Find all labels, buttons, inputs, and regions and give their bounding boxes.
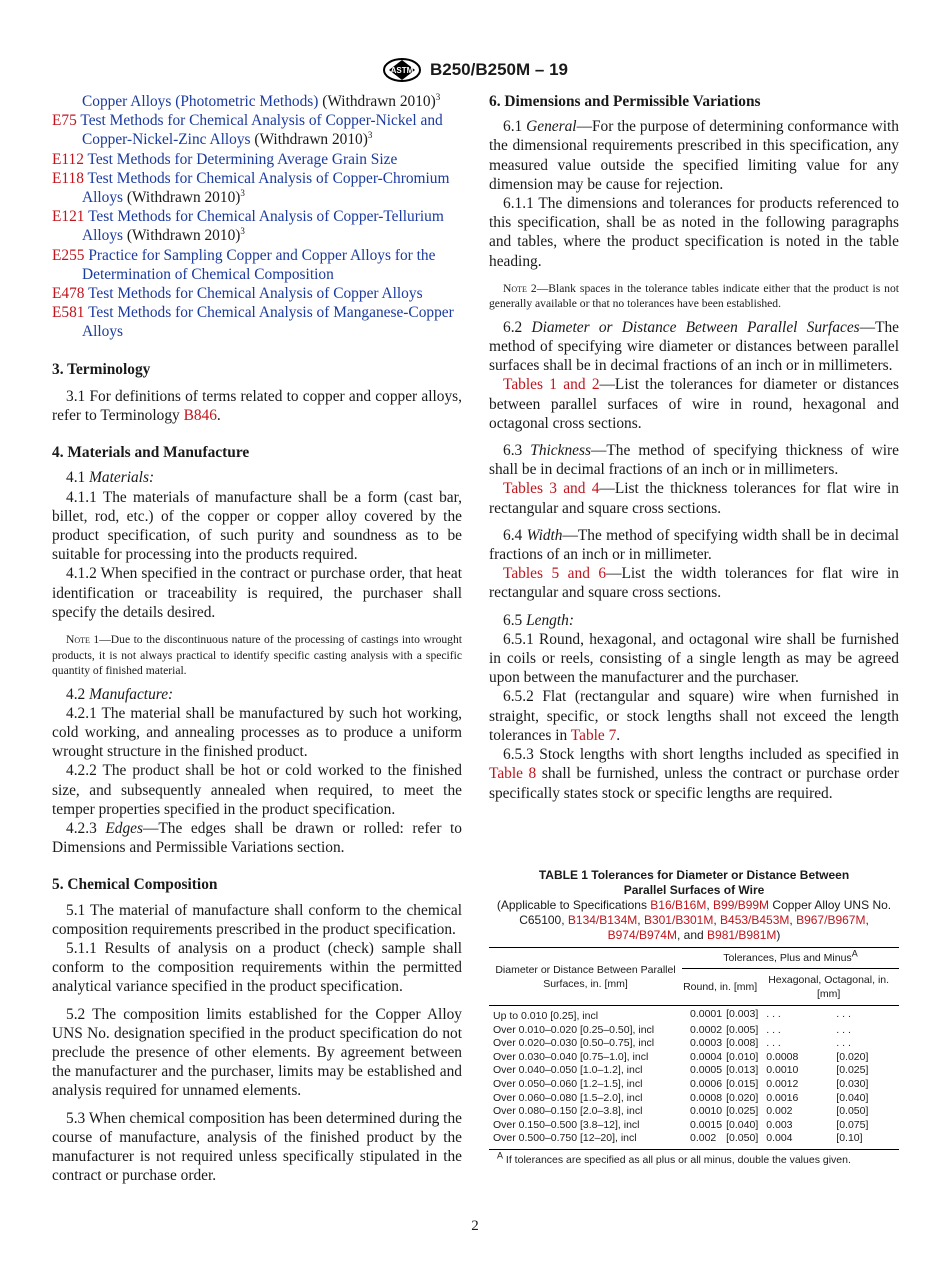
cell-round: 0.0015 <box>690 1118 723 1131</box>
ref-item-e75: E75 Test Methods for Chemical Analysis of Copper-Nickel and Copper-Nickel-Zinc Alloys (Withdrawn 2010)$^3$ <box>52 112 443 149</box>
link-b967[interactable]: B967/B967M <box>796 913 866 927</box>
link-tables-1-2[interactable]: Tables 1 and 2 <box>503 376 600 394</box>
cell-hex: . . . <box>766 1037 781 1050</box>
cell-round: 0.0010 <box>690 1105 723 1118</box>
paragraph-5-3: 5.3 When chemical composition has been determined during the course of manufacture, analysis of the finished product by the manufacturer is not required unless specifically stipulated in the contract or purchase order. <box>52 1109 462 1185</box>
cell-range: Over 0.030–0.040 [0.75–1.0], incl <box>493 1050 649 1063</box>
cell-hex-mm: [0.075] <box>836 1118 869 1131</box>
paragraph-4-1: 4.1 Materials: <box>66 469 155 487</box>
paragraph-4-1-2: 4.1.2 When specified in the contract or purchase order, that heat identification or traceability is required, the purchaser shall specify the details desired. <box>52 565 462 621</box>
astm-logo-icon <box>382 57 422 83</box>
table-row <box>489 1051 899 1065</box>
paragraph-6-4-tables: Tables 5 and 6—List the width tolerances for flat wire in rectangular and square cross sections. <box>489 565 900 602</box>
ref-link[interactable]: Test Methods for Chemical Analysis of Copper-Tellurium Alloys <box>82 208 444 245</box>
ref-code-link[interactable]: E581 <box>52 304 85 322</box>
ref-item-e118: E118 Test Methods for Chemical Analysis of Copper-Chromium Alloys (Withdrawn 2010)$^3$ <box>52 169 450 207</box>
ref-item-e581 <box>52 303 462 341</box>
cell-range: Over 0.050–0.060 [1.2–1.5], incl <box>493 1077 643 1090</box>
ref-code-link[interactable]: E255 <box>52 246 85 264</box>
link-table-8[interactable]: Table 8 <box>489 765 537 783</box>
ref-code-link[interactable]: E121 <box>52 208 85 226</box>
section-heading-dimensions: 6. Dimensions and Permissible Variations <box>489 93 761 110</box>
ref-code-link[interactable]: E112 <box>52 150 84 168</box>
cell-hex-mm: [0.030] <box>836 1077 869 1090</box>
link-b99[interactable]: B99/B99M <box>713 898 770 912</box>
header-round: Round, in. [mm] <box>682 969 758 1006</box>
cell-range: Over 0.020–0.030 [0.50–0.75], incl <box>493 1037 655 1050</box>
link-table-7[interactable]: Table 7 <box>570 726 617 744</box>
cell-round: 0.0004 <box>690 1050 723 1063</box>
paragraph-4-2: 4.2 Manufacture: <box>66 685 174 703</box>
link-b981[interactable]: B981/B981M <box>707 928 777 942</box>
link-b453[interactable]: B453/B453M <box>720 913 790 927</box>
cell-range: Over 0.060–0.080 [1.5–2.0], incl <box>493 1091 643 1104</box>
ref-code-link[interactable]: E75 <box>52 112 77 130</box>
link-b974[interactable]: B974/B974M <box>607 928 677 942</box>
ref-item-continued: Copper Alloys (Photometric Methods) (Withdrawn 2010)$^3$ <box>82 91 441 110</box>
table-row <box>489 1092 899 1106</box>
paragraph-6-2-tables: Tables 1 and 2—List the tolerances for diameter or distances between parallel surfaces of wire in round, hexagonal and octagonal cross sections. <box>489 376 899 432</box>
link-tables-5-6[interactable]: Tables 5 and 6 <box>503 565 607 583</box>
cell-round: 0.0003 <box>690 1037 723 1050</box>
cell-hex: . . . <box>766 1023 781 1036</box>
cell-hex-mm: . . . <box>836 1037 851 1050</box>
cell-round: 0.0002 <box>690 1023 723 1036</box>
paragraph-4-1-1: 4.1.1 The materials of manufacture shall be a form (cast bar, billet, rod, etc.) of the copper or copper alloy covered by the product specification, of such purity and soundness as to be suitable for processing into the products required. <box>52 488 462 564</box>
table-caption: TABLE 1 Tolerances for Diameter or Distance Between Parallel Surfaces of Wire <box>538 868 850 897</box>
section-heading-terminology: 3. Terminology <box>52 360 151 378</box>
section-heading-materials: 4. Materials and Manufacture <box>52 444 250 462</box>
paragraph-6-5-2: 6.5.2 Flat (rectangular and square) wire when furnished in straight, specific, or stock lengths shall not exceed the length tolerances in Table 7. <box>489 688 899 744</box>
cell-round-mm: [0.008] <box>726 1037 759 1050</box>
table-row <box>489 1105 899 1119</box>
ref-item-e121: E121 Test Methods for Chemical Analysis of Copper-Tellurium Alloys (Withdrawn 2010)$^3$ <box>52 208 444 245</box>
ref-code-link[interactable]: E118 <box>52 169 84 187</box>
paragraph-6-2: 6.2 Diameter or Distance Between Parallel Surfaces—The method of specifying wire diameter or distances between parallel surfaces shall be in decimal fractions of an inch or in millimeters. <box>489 318 899 375</box>
link-tables-3-4[interactable]: Tables 3 and 4 <box>503 480 600 498</box>
section-heading-chemical: 5. Chemical Composition <box>52 876 218 894</box>
cell-hex-mm: [0.025] <box>836 1064 869 1077</box>
paragraph-5-1: 5.1 The material of manufacture shall conform to the chemical composition requirements prescribed in the product specification. <box>52 901 462 938</box>
cell-round-mm: [0.050] <box>722 1132 758 1149</box>
table-footnote: $^A$ If tolerances are specified as all plus or all minus, double the values given. <box>497 1150 851 1166</box>
cell-hex-mm: . . . <box>836 1008 851 1020</box>
paragraph-6-3-tables: Tables 3 and 4—List the thickness tolerances for flat wire in rectangular and square cross sections. <box>489 480 899 517</box>
paragraph-5-2: 5.2 The composition limits established for the Copper Alloy UNS No. designation specified in the product specification do not preclude the presence of other elements. By agreement between the manufacturer and the purchaser, limits may be established and analysis required for unnamed elements. <box>52 1005 462 1100</box>
table-body <box>489 1006 899 1150</box>
ref-item-e112 <box>52 150 462 169</box>
table-row <box>489 1132 899 1149</box>
paragraph-6-1: 6.1 General—For the purpose of determining conformance with the dimensional requirements prescribed in this specification, any measured value outside the specified limiting value for any dimension may be cause for rejection. <box>489 118 900 193</box>
cell-round: 0.0006 <box>690 1077 723 1090</box>
paragraph-6-5-3: 6.5.3 Stock lengths with short lengths included as specified in Table 8 shall be furnished, unless the contract or purchase order specifically states stock or specific lengths are required. <box>489 746 899 802</box>
page-header <box>0 57 950 83</box>
standard-code: B250/B250M – 19 <box>430 60 568 79</box>
cell-hex-mm: [0.050] <box>836 1105 869 1118</box>
ref-link[interactable]: Test Methods for Determining Average Grain Size <box>87 150 398 168</box>
paragraph-4-2-2: 4.2.2 The product shall be hot or cold worked to the finished size, and subsequently annealed when required, to meet the temper properties specified in the product specification. <box>52 762 462 818</box>
cell-hex: 0.0016 <box>766 1091 799 1104</box>
cell-round-mm: [0.020] <box>726 1091 759 1104</box>
link-b16[interactable]: B16/B16M <box>650 898 707 912</box>
cell-round: 0.002 <box>682 1132 722 1149</box>
table-row <box>489 1078 899 1092</box>
header-range: Diameter or Distance Between Parallel Surfaces, in. [mm] <box>489 948 682 1006</box>
cell-round-mm: [0.005] <box>726 1023 759 1036</box>
cell-hex: 0.0008 <box>766 1050 799 1063</box>
cell-round: 0.0001 <box>690 1008 723 1020</box>
cell-range: Over 0.080–0.150 [2.0–3.8], incl <box>493 1105 643 1118</box>
cell-hex: 0.0012 <box>766 1077 799 1090</box>
tolerance-table <box>489 947 899 1150</box>
cell-round: 0.0005 <box>690 1064 723 1077</box>
paragraph-5-1-1: 5.1.1 Results of analysis on a product (check) sample shall conform to the composition requirements within the permitted analytical variance specified in the product specification. <box>52 940 462 996</box>
ref-link[interactable]: Copper Alloys (Photometric Methods) <box>82 93 319 110</box>
table-row <box>489 1024 899 1038</box>
cell-hex: 0.004 <box>758 1132 832 1149</box>
paragraph-6-1-1: 6.1.1 The dimensions and tolerances for products referenced to this specification, shall be as noted in the following paragraphs and tables, where the product specification is noted in the table heading. <box>489 195 899 270</box>
paragraph-3-1: 3.1 For definitions of terms related to copper and copper alloys, refer to Terminology B846. <box>52 387 462 425</box>
ref-link[interactable]: Test Methods for Chemical Analysis of Copper Alloys <box>88 285 423 303</box>
table-row <box>489 1006 899 1024</box>
cell-hex: . . . <box>766 1008 781 1020</box>
ref-code-link[interactable]: E478 <box>52 285 85 303</box>
header-hex: Hexagonal, Octagonal, in. [mm] <box>758 969 899 1006</box>
ref-link[interactable]: Test Methods for Chemical Analysis of Copper-Nickel and Copper-Nickel-Zinc Alloys <box>80 112 443 149</box>
left-column <box>52 92 462 1185</box>
cell-hex-mm: [0.10] <box>832 1132 899 1149</box>
cell-hex-mm: [0.020] <box>836 1050 869 1063</box>
cell-round-mm: [0.010] <box>726 1050 759 1063</box>
cell-hex: 0.002 <box>766 1105 793 1118</box>
table-applicability: (Applicable to Specifications B16/B16M, B99/B99M Copper Alloy UNS No. C65100, B134/B134M, B301/B301M, B453/B453M, B967/B967M, B974/B974M, and B981/B981M) <box>496 898 892 942</box>
paragraph-6-5: 6.5 Length: <box>503 611 574 629</box>
cell-hex-mm: [0.040] <box>836 1091 869 1104</box>
link-b301[interactable]: B301/B301M <box>643 913 714 927</box>
paragraph-6-5-1: 6.5.1 Round, hexagonal, and octagonal wire shall be furnished in coils or reels, consisting of a single length as may be agreed upon between the manufacturer and the purchaser. <box>489 630 899 687</box>
ref-link[interactable]: Test Methods for Chemical Analysis of Copper-Chromium Alloys <box>82 169 450 207</box>
link-b846[interactable]: B846 <box>183 407 217 425</box>
paragraph-4-2-3: 4.2.3 Edges—The edges shall be drawn or rolled: refer to Dimensions and Permissible Variations section. <box>52 820 462 857</box>
cell-range: Over 0.150–0.500 [3.8–12], incl <box>493 1118 640 1131</box>
cell-hex-mm: . . . <box>836 1023 851 1036</box>
table-row <box>489 1119 899 1133</box>
cell-hex: 0.0010 <box>766 1064 799 1077</box>
right-column <box>489 92 899 803</box>
table-row <box>489 1037 899 1051</box>
page-number: 2 <box>471 1218 479 1234</box>
cell-range: Over 0.040–0.050 [1.0–1.2], incl <box>493 1064 643 1077</box>
svg-text:ASTM: ASTM <box>390 66 414 75</box>
cell-round-mm: [0.025] <box>726 1105 759 1118</box>
cell-round-mm: [0.015] <box>726 1077 759 1090</box>
ref-item-e255 <box>52 246 462 284</box>
cell-range: Up to 0.010 [0.25], incl <box>493 1010 599 1022</box>
note-1: Note 1—Due to the discontinuous nature of the processing of castings into wrought products, it is not always practical to identify specific casting analysis with a specific quantity of finished material. <box>52 633 462 678</box>
ref-item-e478 <box>52 284 462 303</box>
cell-range: Over 0.500–0.750 [12–20], incl <box>489 1132 682 1149</box>
table-1 <box>489 868 899 1167</box>
ref-link[interactable]: Test Methods for Chemical Analysis of Manganese-Copper Alloys <box>82 304 454 341</box>
cell-range: Over 0.010–0.020 [0.25–0.50], incl <box>493 1023 655 1036</box>
table-row <box>489 1064 899 1078</box>
paragraph-6-4: 6.4 Width—The method of specifying width shall be in decimal fractions of an inch or in millimeter. <box>489 526 900 564</box>
cell-round: 0.0008 <box>690 1091 723 1104</box>
header-tolerances: Tolerances, Plus and Minus$^A$ <box>682 948 899 969</box>
cell-round-mm: [0.013] <box>726 1064 759 1077</box>
note-2: Note 2—Blank spaces in the tolerance tables indicate either that the product is not generally available or that no tolerances have been established. <box>489 281 899 311</box>
cell-round-mm: [0.040] <box>726 1118 759 1131</box>
cell-round-mm: [0.003] <box>726 1008 759 1020</box>
paragraph-6-3: 6.3 Thickness—The method of specifying thickness of wire shall be in decimal fractions of an inch or in millimeters. <box>489 442 899 479</box>
paragraph-4-2-1: 4.2.1 The material shall be manufactured by such hot working, cold working, and annealing processes as to produce a uniform wrought structure in the finished product. <box>52 704 462 761</box>
ref-link[interactable]: Practice for Sampling Copper and Copper Alloys for the Determination of Chemical Composition <box>82 246 436 283</box>
cell-hex: 0.003 <box>766 1118 793 1131</box>
link-b134[interactable]: B134/B134M <box>567 913 638 927</box>
